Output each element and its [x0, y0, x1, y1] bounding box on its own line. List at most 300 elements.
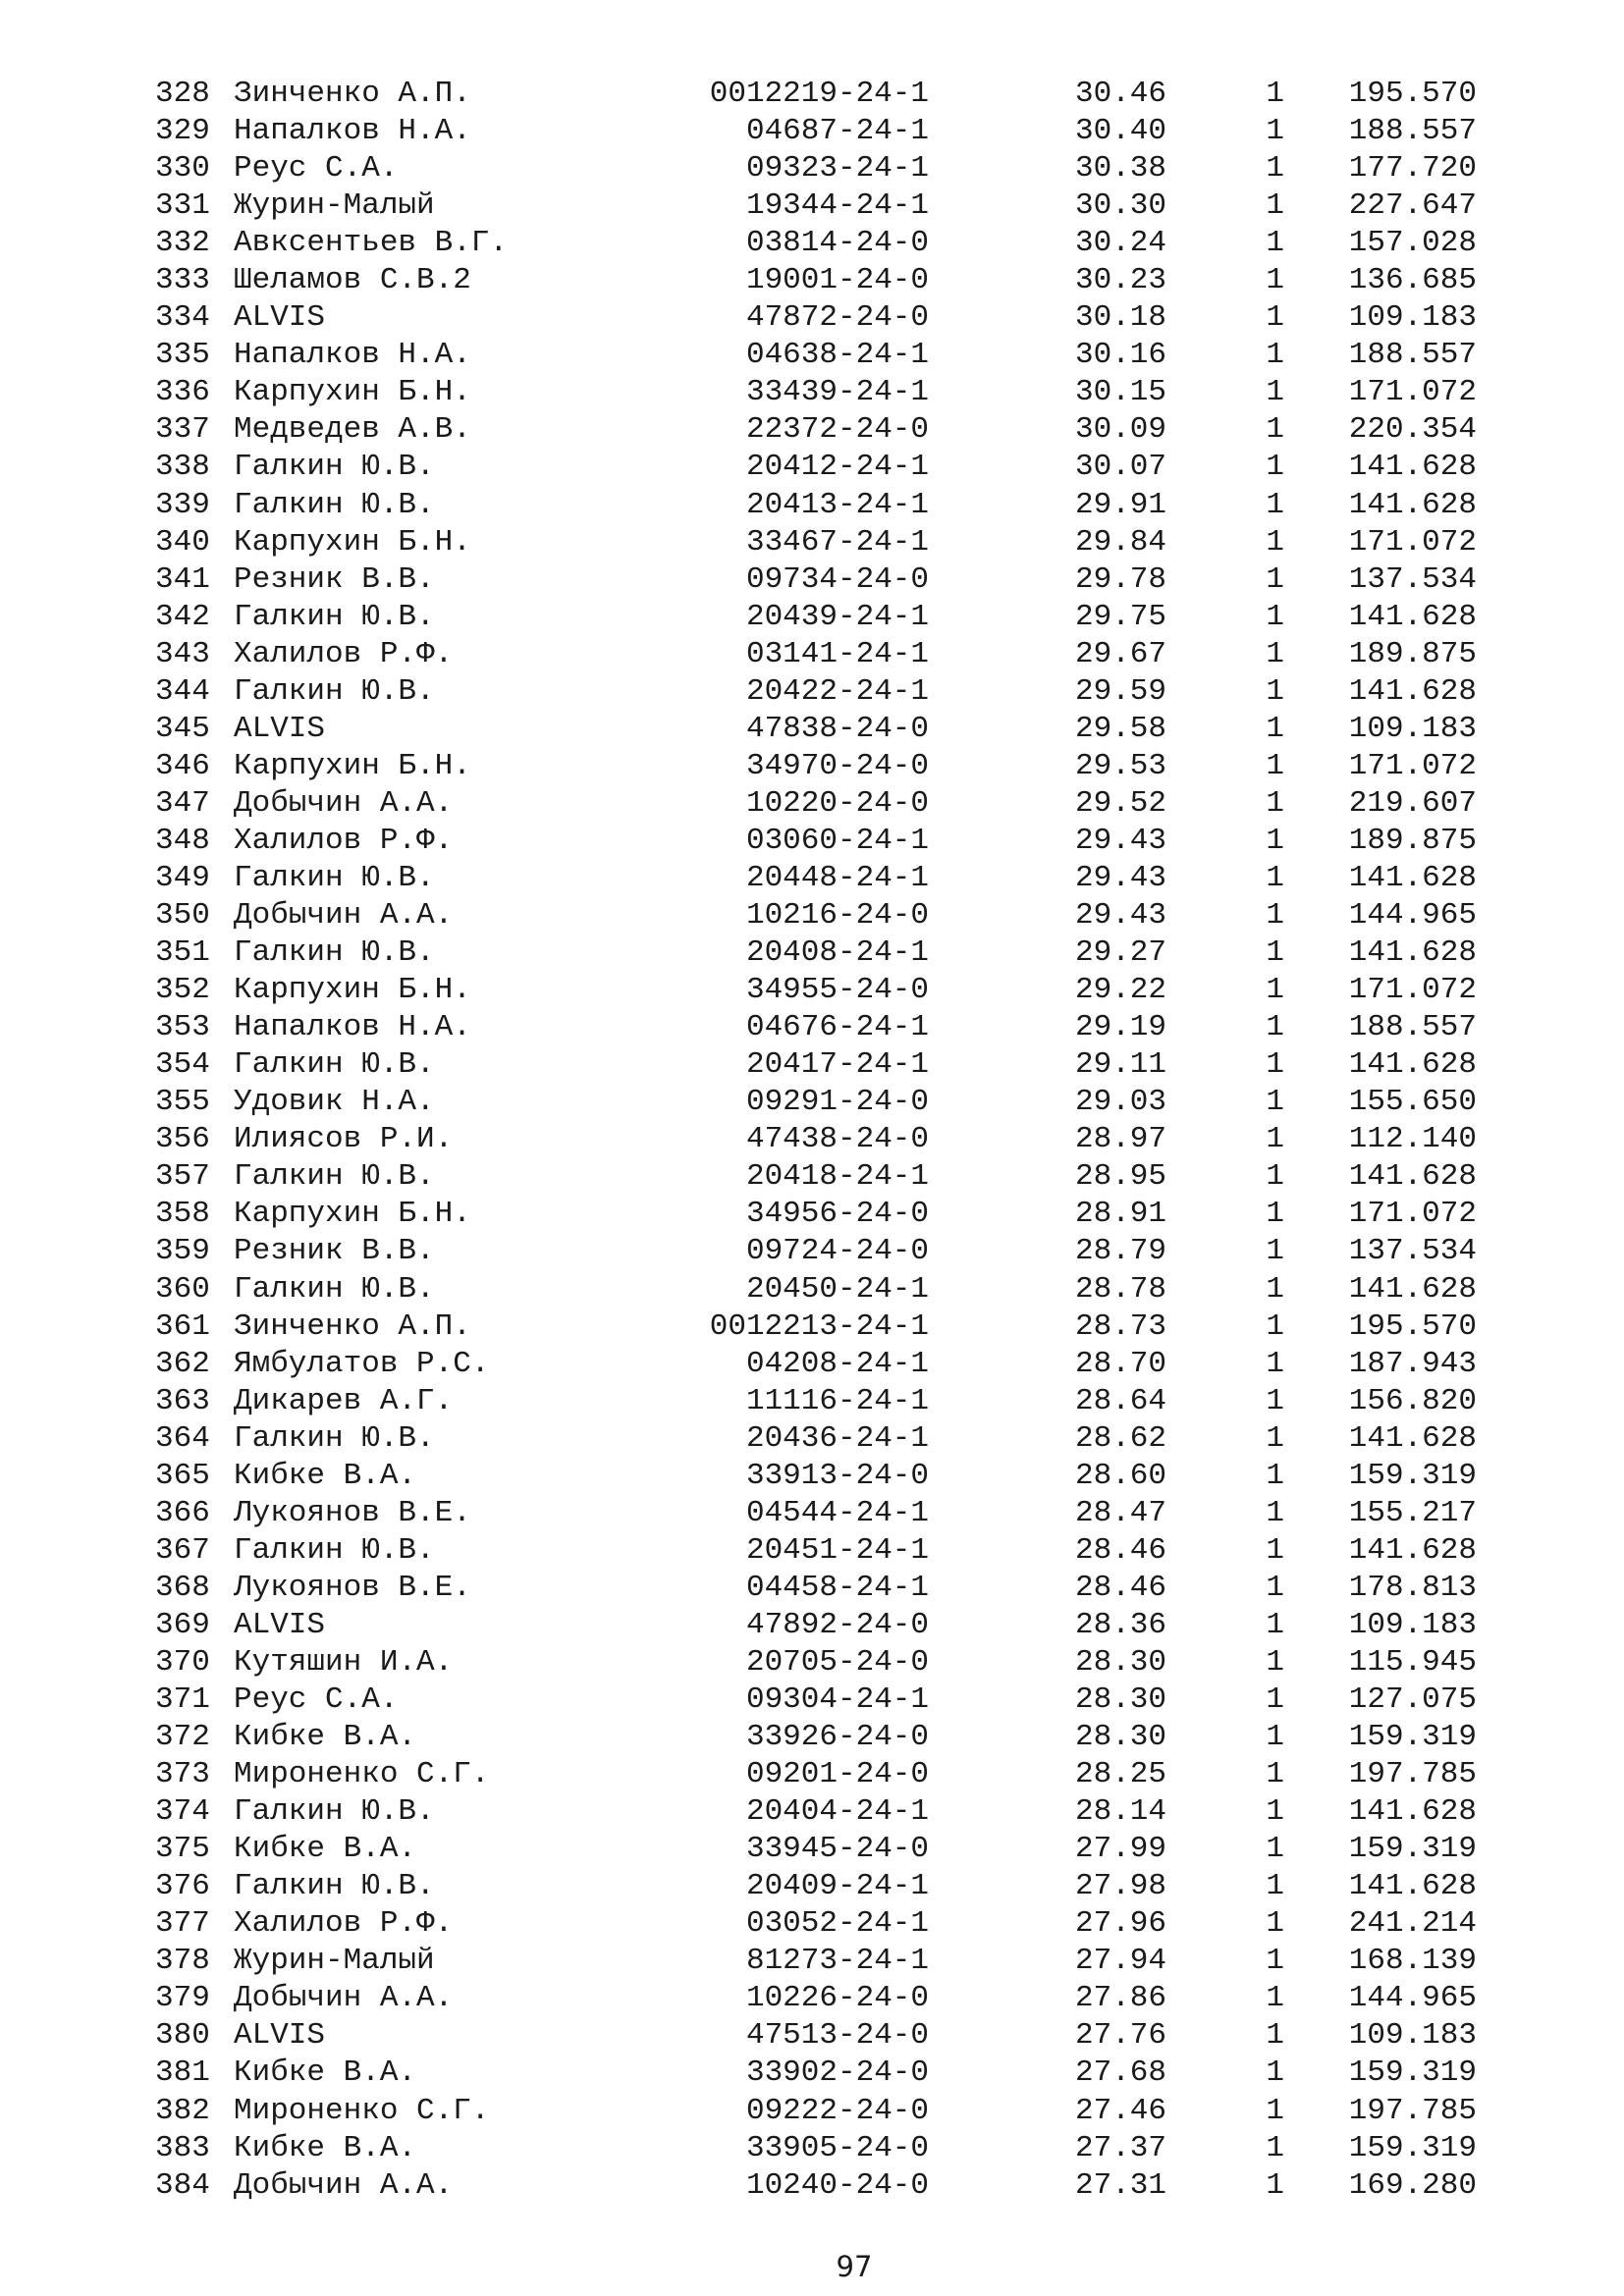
- row-number: 340: [155, 524, 210, 560]
- row-number: 357: [155, 1159, 210, 1195]
- row-number: 384: [155, 2167, 210, 2203]
- score: 29.19: [1074, 1010, 1166, 1045]
- participant-name: Карпухин Б.Н.: [234, 1197, 471, 1232]
- score: 28.73: [1074, 1308, 1166, 1344]
- table-row: [0, 1009, 1624, 1046]
- count: 1: [1266, 114, 1284, 149]
- participant-name: Дикарев А.Г.: [234, 1383, 454, 1418]
- participant-name: Галкин Ю.В.: [234, 1271, 435, 1307]
- ring-code: 04687-24-1: [745, 114, 929, 149]
- count: 1: [1266, 599, 1284, 634]
- participant-name: Халилов Р.Ф.: [234, 823, 454, 858]
- ring-code: 0012213-24-1: [709, 1308, 929, 1344]
- count: 1: [1266, 188, 1284, 224]
- count: 1: [1266, 2167, 1284, 2203]
- participant-name: Лукоянов В.Е.: [234, 1495, 471, 1530]
- ring-code: 34955-24-0: [745, 973, 929, 1008]
- table-row: [0, 711, 1624, 748]
- participant-name: Галкин Ю.В.: [234, 599, 435, 634]
- table-row: [0, 2130, 1624, 2167]
- score: 29.52: [1074, 785, 1166, 821]
- participant-name: Напалков Н.А.: [234, 114, 471, 149]
- participant-name: Халилов Р.Ф.: [234, 636, 454, 671]
- row-number: 353: [155, 1010, 210, 1045]
- participant-name: Резник В.В.: [234, 561, 435, 597]
- participant-name: Карпухин Б.Н.: [234, 524, 471, 560]
- score: 29.78: [1074, 561, 1166, 597]
- participant-name: Кутяшин И.А.: [234, 1644, 454, 1680]
- score: 27.86: [1074, 1981, 1166, 2016]
- count: 1: [1266, 1420, 1284, 1456]
- ring-code: 09291-24-0: [745, 1085, 929, 1120]
- table-row: [0, 1458, 1624, 1495]
- participant-name: Напалков Н.А.: [234, 1010, 471, 1045]
- table-row: [0, 225, 1624, 262]
- coefficient: 155.650: [1348, 1085, 1477, 1120]
- coefficient: 178.813: [1348, 1570, 1477, 1605]
- ring-code: 10240-24-0: [745, 2167, 929, 2203]
- ring-code: 47892-24-0: [745, 1607, 929, 1642]
- count: 1: [1266, 1234, 1284, 1269]
- score: 28.46: [1074, 1532, 1166, 1568]
- row-number: 346: [155, 748, 210, 783]
- count: 1: [1266, 77, 1284, 111]
- coefficient: 220.354: [1348, 412, 1477, 448]
- participant-name: Шеламов С.В.2: [234, 263, 471, 298]
- row-number: 361: [155, 1308, 210, 1344]
- count: 1: [1266, 898, 1284, 934]
- count: 1: [1266, 1085, 1284, 1120]
- score: 27.99: [1074, 1832, 1166, 1867]
- table-row: [0, 1980, 1624, 2017]
- count: 1: [1266, 1906, 1284, 1942]
- score: 30.15: [1074, 375, 1166, 410]
- score: 29.67: [1074, 636, 1166, 671]
- participant-name: Карпухин Б.Н.: [234, 375, 471, 410]
- row-number: 383: [155, 2130, 210, 2165]
- table-row: [0, 1532, 1624, 1570]
- row-number: 358: [155, 1197, 210, 1232]
- table-row: [0, 449, 1624, 486]
- coefficient: 137.534: [1348, 1234, 1477, 1269]
- table-row: [0, 487, 1624, 524]
- coefficient: 197.785: [1348, 2093, 1477, 2128]
- ring-code: 09734-24-0: [745, 561, 929, 597]
- table-row: [0, 1719, 1624, 1756]
- participant-name: Журин-Малый: [234, 188, 435, 224]
- count: 1: [1266, 823, 1284, 858]
- row-number: 333: [155, 263, 210, 298]
- ring-code: 20412-24-1: [745, 450, 929, 485]
- score: 30.23: [1074, 263, 1166, 298]
- table-row: [0, 1682, 1624, 1719]
- row-number: 329: [155, 114, 210, 149]
- row-number: 349: [155, 860, 210, 895]
- row-number: 381: [155, 2056, 210, 2091]
- ring-code: 33905-24-0: [745, 2130, 929, 2165]
- participant-name: ALVIS: [234, 1607, 326, 1642]
- count: 1: [1266, 487, 1284, 522]
- participant-name: Ямбулатов Р.С.: [234, 1346, 490, 1381]
- count: 1: [1266, 1047, 1284, 1083]
- ring-code: 09304-24-1: [745, 1682, 929, 1718]
- table-row: [0, 561, 1624, 599]
- row-number: 345: [155, 711, 210, 746]
- participant-name: Мироненко С.Г.: [234, 2093, 490, 2128]
- participant-name: Кибке В.А.: [234, 2130, 417, 2165]
- participant-name: Напалков Н.А.: [234, 338, 471, 373]
- table-row: [0, 1756, 1624, 1793]
- row-number: 378: [155, 1944, 210, 1979]
- count: 1: [1266, 636, 1284, 671]
- score: 27.98: [1074, 1869, 1166, 1904]
- row-number: 374: [155, 1794, 210, 1830]
- count: 1: [1266, 226, 1284, 261]
- count: 1: [1266, 1159, 1284, 1195]
- row-number: 371: [155, 1682, 210, 1718]
- score: 28.95: [1074, 1159, 1166, 1195]
- ring-code: 47513-24-0: [745, 2018, 929, 2054]
- table-row: [0, 1644, 1624, 1682]
- participant-name: Реус С.А.: [234, 151, 399, 187]
- participant-name: Галкин Ю.В.: [234, 935, 435, 971]
- table-row: [0, 1420, 1624, 1458]
- count: 1: [1266, 1346, 1284, 1381]
- coefficient: 109.183: [1348, 1607, 1477, 1642]
- row-number: 367: [155, 1532, 210, 1568]
- ring-code: 81273-24-1: [745, 1944, 929, 1979]
- count: 1: [1266, 2130, 1284, 2165]
- participant-name: Зинченко А.П.: [234, 77, 471, 111]
- score: 28.79: [1074, 1234, 1166, 1269]
- row-number: 363: [155, 1383, 210, 1418]
- coefficient: 187.943: [1348, 1346, 1477, 1381]
- count: 1: [1266, 1720, 1284, 1755]
- ring-code: 33926-24-0: [745, 1720, 929, 1755]
- coefficient: 141.628: [1348, 1532, 1477, 1568]
- score: 27.46: [1074, 2093, 1166, 2128]
- score: 30.46: [1074, 77, 1166, 111]
- count: 1: [1266, 1981, 1284, 2016]
- coefficient: 141.628: [1348, 1159, 1477, 1195]
- table-row: [0, 2017, 1624, 2055]
- score: 28.47: [1074, 1495, 1166, 1530]
- coefficient: 159.319: [1348, 2056, 1477, 2091]
- row-number: 336: [155, 375, 210, 410]
- row-number: 342: [155, 599, 210, 634]
- ring-code: 03060-24-1: [745, 823, 929, 858]
- coefficient: 188.557: [1348, 114, 1477, 149]
- score: 29.43: [1074, 898, 1166, 934]
- coefficient: 171.072: [1348, 524, 1477, 560]
- ring-code: 33467-24-1: [745, 524, 929, 560]
- row-number: 364: [155, 1420, 210, 1456]
- ring-code: 20409-24-1: [745, 1869, 929, 1904]
- row-number: 368: [155, 1570, 210, 1605]
- count: 1: [1266, 412, 1284, 448]
- participant-name: Карпухин Б.Н.: [234, 973, 471, 1008]
- ring-code: 04638-24-1: [745, 338, 929, 373]
- coefficient: 144.965: [1348, 1981, 1477, 2016]
- row-number: 347: [155, 785, 210, 821]
- score: 30.40: [1074, 114, 1166, 149]
- row-number: 341: [155, 561, 210, 597]
- ring-code: 10220-24-0: [745, 785, 929, 821]
- table-row: [0, 1793, 1624, 1831]
- participant-name: Галкин Ю.В.: [234, 673, 435, 709]
- score: 30.16: [1074, 338, 1166, 373]
- participant-name: Галкин Ю.В.: [234, 860, 435, 895]
- participant-name: Добычин А.А.: [234, 2167, 454, 2203]
- participant-name: Медведев А.В.: [234, 412, 471, 448]
- participant-name: Реус С.А.: [234, 1682, 399, 1718]
- score: 27.68: [1074, 2056, 1166, 2091]
- coefficient: 141.628: [1348, 1047, 1477, 1083]
- coefficient: 169.280: [1348, 2167, 1477, 2203]
- count: 1: [1266, 1532, 1284, 1568]
- participant-name: Добычин А.А.: [234, 785, 454, 821]
- row-number: 362: [155, 1346, 210, 1381]
- ring-code: 20404-24-1: [745, 1794, 929, 1830]
- participant-name: ALVIS: [234, 2018, 326, 2054]
- table-row: [0, 748, 1624, 785]
- coefficient: 171.072: [1348, 375, 1477, 410]
- score: 29.53: [1074, 748, 1166, 783]
- coefficient: 189.875: [1348, 823, 1477, 858]
- count: 1: [1266, 450, 1284, 485]
- table-row: [0, 785, 1624, 823]
- table-row: [0, 972, 1624, 1009]
- ring-code: 04458-24-1: [745, 1570, 929, 1605]
- coefficient: 188.557: [1348, 338, 1477, 373]
- score: 29.75: [1074, 599, 1166, 634]
- participant-name: Галкин Ю.В.: [234, 1794, 435, 1830]
- count: 1: [1266, 375, 1284, 410]
- table-row: [0, 1271, 1624, 1308]
- row-number: 338: [155, 450, 210, 485]
- count: 1: [1266, 1308, 1284, 1344]
- table-row: [0, 599, 1624, 636]
- row-number: 356: [155, 1122, 210, 1157]
- participant-name: Авксентьев В.Г.: [234, 226, 509, 261]
- coefficient: 195.570: [1348, 77, 1477, 111]
- count: 1: [1266, 1383, 1284, 1418]
- participant-name: Журин-Малый: [234, 1944, 435, 1979]
- count: 1: [1266, 1122, 1284, 1157]
- row-number: 382: [155, 2093, 210, 2128]
- table-row: [0, 1607, 1624, 1644]
- coefficient: 141.628: [1348, 860, 1477, 895]
- results-table: [0, 76, 1624, 2205]
- count: 1: [1266, 300, 1284, 336]
- count: 1: [1266, 1570, 1284, 1605]
- table-row: [0, 1084, 1624, 1121]
- score: 29.11: [1074, 1047, 1166, 1083]
- coefficient: 157.028: [1348, 226, 1477, 261]
- table-row: [0, 897, 1624, 934]
- table-row: [0, 76, 1624, 113]
- coefficient: 141.628: [1348, 935, 1477, 971]
- score: 29.91: [1074, 487, 1166, 522]
- ring-code: 09323-24-1: [745, 151, 929, 187]
- participant-name: Зинченко А.П.: [234, 1308, 471, 1344]
- coefficient: 109.183: [1348, 2018, 1477, 2054]
- score: 30.30: [1074, 188, 1166, 224]
- score: 29.43: [1074, 860, 1166, 895]
- participant-name: Галкин Ю.В.: [234, 450, 435, 485]
- row-number: 355: [155, 1085, 210, 1120]
- score: 28.78: [1074, 1271, 1166, 1307]
- ring-code: 04544-24-1: [745, 1495, 929, 1530]
- ring-code: 20418-24-1: [745, 1159, 929, 1195]
- participant-name: Кибке В.А.: [234, 2056, 417, 2091]
- coefficient: 141.628: [1348, 599, 1477, 634]
- coefficient: 141.628: [1348, 1420, 1477, 1456]
- participant-name: Галкин Ю.В.: [234, 1159, 435, 1195]
- ring-code: 47838-24-0: [745, 711, 929, 746]
- participant-name: Мироненко С.Г.: [234, 1757, 490, 1792]
- row-number: 375: [155, 1832, 210, 1867]
- row-number: 370: [155, 1644, 210, 1680]
- score: 29.22: [1074, 973, 1166, 1008]
- count: 1: [1266, 1757, 1284, 1792]
- ring-code: 09724-24-0: [745, 1234, 929, 1269]
- count: 1: [1266, 935, 1284, 971]
- participant-name: Карпухин Б.Н.: [234, 748, 471, 783]
- score: 28.46: [1074, 1570, 1166, 1605]
- coefficient: 109.183: [1348, 711, 1477, 746]
- row-number: 369: [155, 1607, 210, 1642]
- table-row: [0, 262, 1624, 299]
- participant-name: Кибке В.А.: [234, 1832, 417, 1867]
- score: 28.30: [1074, 1720, 1166, 1755]
- coefficient: 171.072: [1348, 973, 1477, 1008]
- score: 28.30: [1074, 1682, 1166, 1718]
- coefficient: 219.607: [1348, 785, 1477, 821]
- participant-name: Халилов Р.Ф.: [234, 1906, 454, 1942]
- ring-code: 47438-24-0: [745, 1122, 929, 1157]
- score: 29.43: [1074, 823, 1166, 858]
- ring-code: 20450-24-1: [745, 1271, 929, 1307]
- table-row: [0, 823, 1624, 860]
- table-row: [0, 2167, 1624, 2205]
- coefficient: 115.945: [1348, 1644, 1477, 1680]
- coefficient: 136.685: [1348, 263, 1477, 298]
- coefficient: 227.647: [1348, 188, 1477, 224]
- row-number: 328: [155, 77, 210, 111]
- coefficient: 197.785: [1348, 1757, 1477, 1792]
- table-row: [0, 113, 1624, 150]
- coefficient: 188.557: [1348, 1010, 1477, 1045]
- coefficient: 195.570: [1348, 1308, 1477, 1344]
- table-row: [0, 374, 1624, 411]
- score: 30.09: [1074, 412, 1166, 448]
- coefficient: 177.720: [1348, 151, 1477, 187]
- count: 1: [1266, 1495, 1284, 1530]
- ring-code: 22372-24-0: [745, 412, 929, 448]
- row-number: 335: [155, 338, 210, 373]
- table-row: [0, 337, 1624, 374]
- score: 27.76: [1074, 2018, 1166, 2054]
- count: 1: [1266, 1271, 1284, 1307]
- row-number: 344: [155, 673, 210, 709]
- table-row: [0, 1346, 1624, 1383]
- coefficient: 112.140: [1348, 1122, 1477, 1157]
- count: 1: [1266, 1794, 1284, 1830]
- row-number: 377: [155, 1906, 210, 1942]
- ring-code: 34956-24-0: [745, 1197, 929, 1232]
- row-number: 343: [155, 636, 210, 671]
- score: 29.03: [1074, 1085, 1166, 1120]
- coefficient: 155.217: [1348, 1495, 1477, 1530]
- coefficient: 141.628: [1348, 1271, 1477, 1307]
- participant-name: ALVIS: [234, 711, 326, 746]
- ring-code: 33902-24-0: [745, 2056, 929, 2091]
- score: 29.59: [1074, 673, 1166, 709]
- coefficient: 141.628: [1348, 1794, 1477, 1830]
- count: 1: [1266, 860, 1284, 895]
- row-number: 380: [155, 2018, 210, 2054]
- ring-code: 03052-24-1: [745, 1906, 929, 1942]
- count: 1: [1266, 1944, 1284, 1979]
- row-number: 365: [155, 1458, 210, 1493]
- table-row: [0, 1570, 1624, 1607]
- participant-name: Галкин Ю.В.: [234, 1869, 435, 1904]
- count: 1: [1266, 1197, 1284, 1232]
- table-row: [0, 934, 1624, 972]
- row-number: 376: [155, 1869, 210, 1904]
- ring-code: 03141-24-1: [745, 636, 929, 671]
- ring-code: 20448-24-1: [745, 860, 929, 895]
- coefficient: 168.139: [1348, 1944, 1477, 1979]
- coefficient: 141.628: [1348, 673, 1477, 709]
- ring-code: 20436-24-1: [745, 1420, 929, 1456]
- count: 1: [1266, 2018, 1284, 2054]
- coefficient: 141.628: [1348, 487, 1477, 522]
- table-row: [0, 1121, 1624, 1158]
- score: 30.07: [1074, 450, 1166, 485]
- score: 28.91: [1074, 1197, 1166, 1232]
- row-number: 352: [155, 973, 210, 1008]
- row-number: 330: [155, 151, 210, 187]
- coefficient: 189.875: [1348, 636, 1477, 671]
- participant-name: Кибке В.А.: [234, 1458, 417, 1493]
- participant-name: Резник В.В.: [234, 1234, 435, 1269]
- score: 28.62: [1074, 1420, 1166, 1456]
- table-row: [0, 1308, 1624, 1346]
- score: 28.36: [1074, 1607, 1166, 1642]
- ring-code: 0012219-24-1: [709, 77, 929, 111]
- row-number: 339: [155, 487, 210, 522]
- coefficient: 159.319: [1348, 1720, 1477, 1755]
- row-number: 379: [155, 1981, 210, 2016]
- row-number: 359: [155, 1234, 210, 1269]
- ring-code: 20413-24-1: [745, 487, 929, 522]
- participant-name: Галкин Ю.В.: [234, 1047, 435, 1083]
- score: 28.14: [1074, 1794, 1166, 1830]
- count: 1: [1266, 785, 1284, 821]
- row-number: 372: [155, 1720, 210, 1755]
- table-row: [0, 636, 1624, 673]
- participant-name: Илиясов Р.И.: [234, 1122, 454, 1157]
- count: 1: [1266, 1832, 1284, 1867]
- table-row: [0, 1158, 1624, 1196]
- count: 1: [1266, 1869, 1284, 1904]
- ring-code: 04676-24-1: [745, 1010, 929, 1045]
- count: 1: [1266, 524, 1284, 560]
- score: 27.96: [1074, 1906, 1166, 1942]
- coefficient: 144.965: [1348, 898, 1477, 934]
